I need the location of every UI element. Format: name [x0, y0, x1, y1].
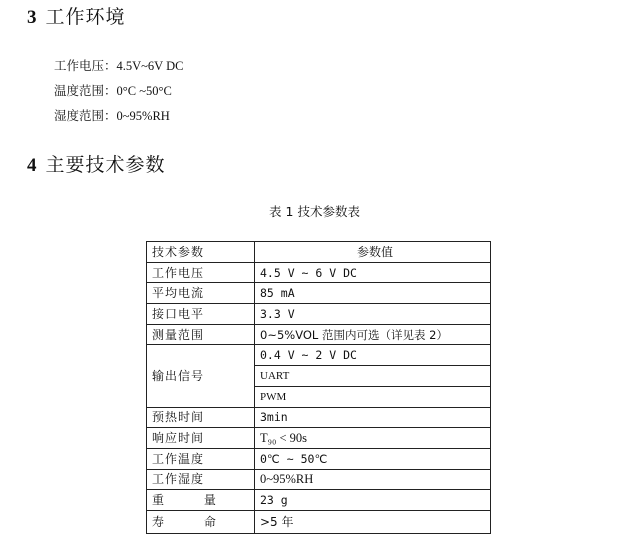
- table-row: [147, 407, 491, 428]
- env-temperature: [54, 85, 172, 98]
- table-row: [147, 324, 491, 345]
- header-param: 技术参数: [147, 242, 255, 263]
- row-name: 响应时间: [147, 428, 255, 449]
- env-voltage: [54, 60, 183, 73]
- table-caption: 表 1 技术参数表: [269, 204, 360, 219]
- table-row: [147, 469, 491, 490]
- row-name: 工作温度: [147, 448, 255, 469]
- row-name: 输出信号: [147, 345, 255, 407]
- row-value: 3.3 V: [255, 304, 491, 325]
- row-value: 4.5 V ~ 6 V DC: [255, 262, 491, 283]
- table-row: [147, 510, 491, 533]
- row-name: 预热时间: [147, 407, 255, 428]
- row-value: 23 g: [255, 490, 491, 511]
- section-3-number: 3: [27, 7, 37, 28]
- row-name: 重 量: [147, 490, 255, 511]
- row-name: 工作电压: [147, 262, 255, 283]
- row-name: 测量范围: [147, 324, 255, 345]
- section-3-heading: [27, 8, 126, 27]
- row-value: >5 年: [255, 510, 491, 533]
- table-row: [147, 345, 491, 366]
- section-3-title: 工作环境: [45, 6, 126, 28]
- table-row: [147, 490, 491, 511]
- env-humidity: [54, 110, 170, 123]
- row-value: UART: [255, 366, 491, 387]
- row-name: 平均电流: [147, 283, 255, 304]
- row-name: 工作湿度: [147, 469, 255, 490]
- row-value: 0.4 V ~ 2 V DC: [255, 345, 491, 366]
- row-value: PWM: [255, 386, 491, 407]
- row-name: 寿 命: [147, 510, 255, 533]
- section-4-number: 4: [27, 155, 37, 176]
- section-4-heading: [27, 156, 166, 175]
- table-header-row: [147, 242, 491, 263]
- row-value: 0℃ ~ 50℃: [255, 448, 491, 469]
- section-4-title: 主要技术参数: [45, 154, 166, 176]
- env-humidity-label: 湿度范围：: [54, 108, 117, 123]
- env-voltage-value: 4.5V~6V DC: [116, 59, 184, 73]
- table-row: [147, 262, 491, 283]
- spec-table: [146, 241, 491, 534]
- env-humidity-value: 0~95%RH: [116, 109, 170, 123]
- table-row: [147, 283, 491, 304]
- table-row: [147, 448, 491, 469]
- env-temperature-label: 温度范围：: [54, 83, 117, 98]
- header-value: 参数值: [255, 242, 491, 263]
- row-value: 85 mA: [255, 283, 491, 304]
- env-temperature-value: 0°C ~50°C: [116, 84, 172, 98]
- row-value: 0~95%RH: [255, 469, 491, 490]
- env-voltage-label: 工作电压：: [54, 58, 117, 73]
- row-value: 0~5%VOL 范围内可选（详见表 2）: [255, 324, 491, 345]
- table-row: [147, 428, 491, 449]
- row-value: T₉₀ < 90s: [255, 428, 491, 449]
- row-name: 接口电平: [147, 304, 255, 325]
- table-row: [147, 304, 491, 325]
- row-value: 3min: [255, 407, 491, 428]
